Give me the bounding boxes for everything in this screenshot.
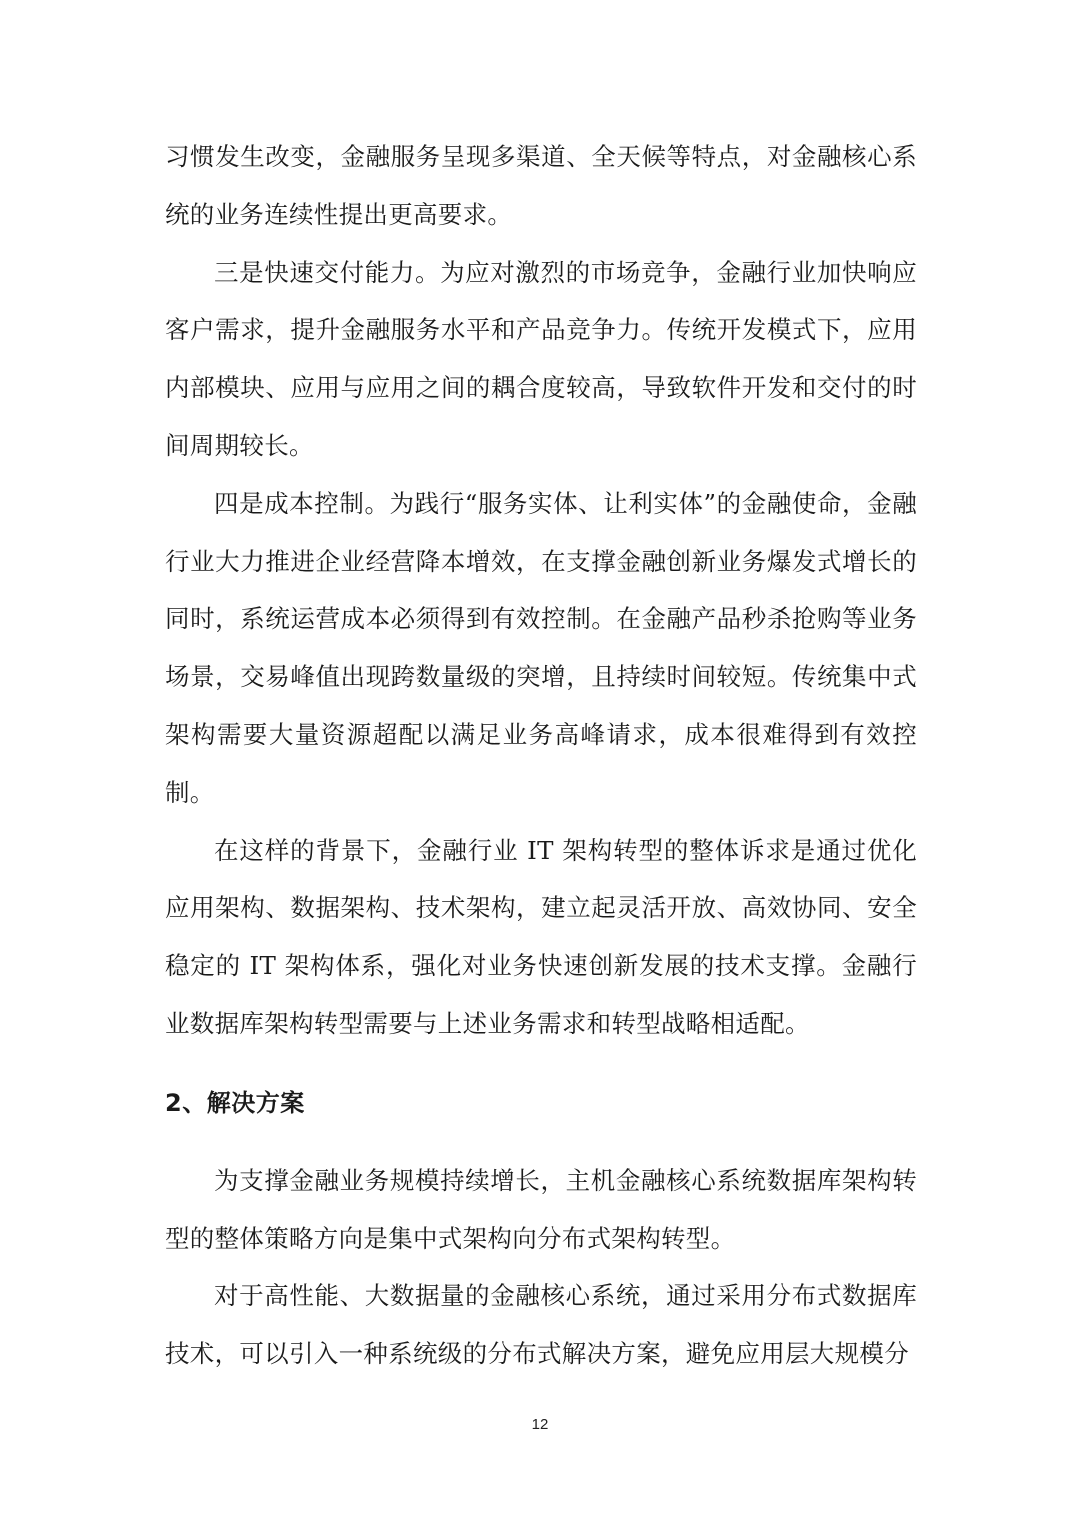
paragraph-fast-delivery: 三是快速交付能力。为应对激烈的市场竞争，金融行业加快响应客户需求，提升金融服务水平和产品竞争力。传统开发模式下，应用内部模块、应用与应用之间的耦合度较高，导致软件开发和交付的时间周期较长。: [165, 257, 917, 460]
page-number: 12: [531, 1416, 549, 1433]
section-heading: 2、解决方案: [165, 1088, 305, 1117]
document-body: [165, 128, 917, 1383]
paragraph-cost-control: 四是成本控制。为践行“服务实体、让利实体”的金融使命，金融行业大力推进企业经营降本增效，在支撑金融创新业务爆发式增长的同时，系统运营成本必须得到有效控制。在金融产品秒杀抢购等业务场景，交易峰值出现跨数量级的突增，且持续时间较短。传统集中式架构需要大量资源超配以满足业务高峰请求，成本很难得到有效控制。: [165, 488, 917, 807]
paragraph-continued: 习惯发生改变，金融服务呈现多渠道、全天候等特点，对金融核心系统的业务连续性提出更高要求。: [165, 142, 917, 229]
paragraph-background: 在这样的背景下，金融行业 IT 架构转型的整体诉求是通过优化应用架构、数据架构、技术架构，建立起灵活开放、高效协同、安全稳定的 IT 架构体系，强化对业务快速创新发展的技术支撑。金融行业数据库架构转型需要与上述业务需求和转型战略相适配。: [165, 835, 917, 1038]
paragraph-strategy: 为支撑金融业务规模持续增长，主机金融核心系统数据库架构转型的整体策略方向是集中式架构向分布式架构转型。: [165, 1165, 917, 1253]
paragraph-distributed-database: 对于高性能、大数据量的金融核心系统，通过采用分布式数据库技术，可以引入一种系统级的分布式解决方案，避免应用层大规模分: [165, 1281, 917, 1369]
